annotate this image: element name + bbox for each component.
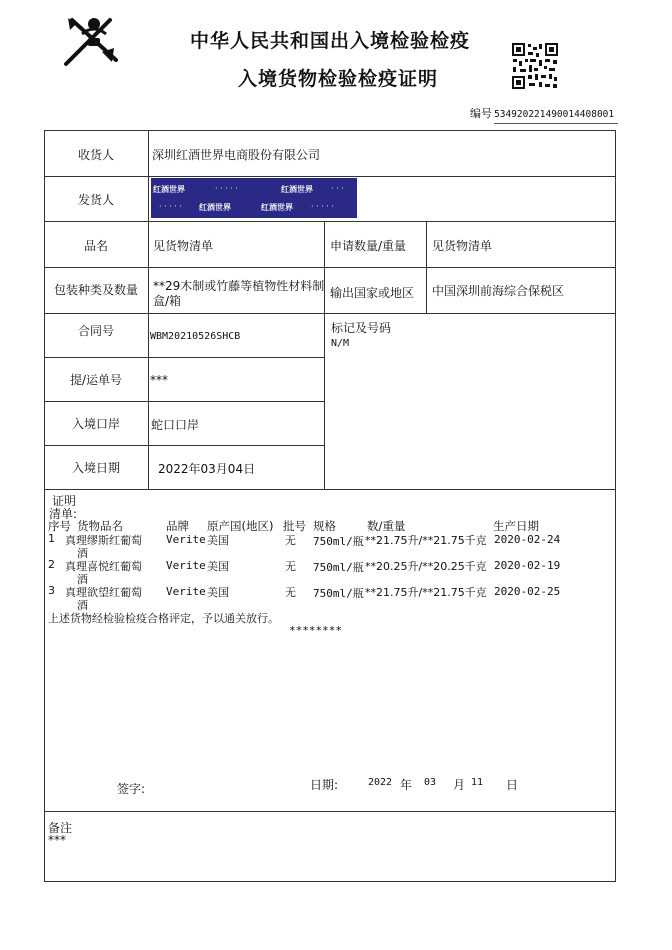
list-item-name: 真理喜悦红葡萄	[65, 560, 142, 573]
column-header-quantity: 数/重量	[367, 519, 406, 533]
list-item-origin: 美国	[207, 560, 229, 573]
contract-label: 合同号	[77, 324, 114, 338]
list-item-no: 1	[48, 532, 55, 545]
certificate-label: 证明	[52, 494, 77, 508]
list-item-date: 2020-02-24	[494, 533, 561, 546]
list-item-brand: Verite	[166, 585, 206, 598]
certificate-number-label: 编号	[470, 107, 492, 120]
document-subtitle: 入境货物检验检疫证明	[238, 68, 439, 90]
list-item-quantity: **21.75升/**21.75千克	[365, 534, 487, 547]
quantity-label: 申请数量/重量	[330, 239, 407, 253]
document-title: 中华人民共和国出入境检验检疫	[190, 30, 471, 52]
consignor-label: 发货人	[77, 193, 114, 207]
divider	[44, 489, 616, 490]
sign-date-day: 11	[471, 777, 484, 788]
certificate-number-value: 534920221490014408001	[494, 109, 615, 120]
contract-value: WBM20210526SHCB	[150, 331, 241, 342]
entry-date-value: 2022年03月04日	[158, 462, 256, 476]
divider	[44, 176, 616, 177]
consignee-label: 收货人	[77, 148, 114, 162]
consignee-value: 深圳红酒世界电商股份有限公司	[152, 148, 321, 162]
entry-port-value: 蛇口口岸	[151, 418, 200, 432]
list-item-name-cont: 酒	[77, 599, 88, 612]
list-item-date: 2020-02-19	[494, 559, 561, 572]
list-item-quantity: **21.75升/**21.75千克	[365, 586, 487, 599]
list-item-quantity: **20.25升/**20.25千克	[365, 560, 487, 573]
divider	[44, 401, 325, 402]
column-header-goods: 货物品名	[77, 519, 123, 533]
column-header-production-date: 生产日期	[493, 519, 539, 533]
certificate-number	[470, 105, 614, 121]
list-item-brand: Verite	[166, 533, 206, 546]
marks-label: 标记及号码	[331, 321, 392, 335]
signature-label: 签字:	[117, 782, 146, 796]
list-item-name-cont: 酒	[77, 573, 88, 586]
package-label: 包装种类及数量	[53, 283, 138, 297]
list-item-brand: Verite	[166, 559, 206, 572]
list-item-spec: 750ml/瓶	[313, 561, 364, 574]
list-item-batch: 无	[285, 586, 296, 599]
emblem-logo	[58, 12, 130, 70]
divider	[44, 445, 325, 446]
certificate-number-underline	[494, 123, 618, 124]
sign-date-month-unit: 月	[453, 778, 466, 792]
package-value-line2: 盒/箱	[153, 294, 182, 308]
consignor-image-text: 红酒世界	[153, 185, 185, 194]
bill-of-lading-label: 提/运单号	[69, 373, 123, 387]
goods-list-label: 清单:	[49, 507, 78, 521]
sign-date-year-unit: 年	[400, 778, 413, 792]
column-header-brand: 品牌	[166, 519, 189, 533]
sign-date-label: 日期:	[310, 778, 339, 792]
divider	[44, 357, 325, 358]
list-item-batch: 无	[285, 534, 296, 547]
divider	[44, 267, 616, 268]
list-item-no: 3	[48, 584, 55, 597]
certificate-conclusion: 上述货物经检验检疫合格评定，予以通关放行。	[48, 612, 279, 625]
list-item-spec: 750ml/瓶	[313, 535, 364, 548]
divider	[324, 221, 325, 489]
list-item-origin: 美国	[207, 534, 229, 547]
divider	[44, 811, 616, 812]
divider	[44, 221, 616, 222]
marks-value: N/M	[331, 338, 350, 349]
list-item-spec: 750ml/瓶	[313, 587, 364, 600]
entry-port-label: 入境口岸	[71, 417, 120, 431]
list-item-origin: 美国	[207, 586, 229, 599]
goods-name-label: 品名	[83, 239, 108, 253]
bill-of-lading-value: ***	[150, 373, 168, 387]
divider	[426, 221, 427, 313]
origin-value: 中国深圳前海综合保税区	[432, 284, 565, 298]
certificate-stars: ********	[289, 624, 342, 637]
divider	[148, 130, 149, 489]
list-item-batch: 无	[285, 560, 296, 573]
list-item-name: 真理欲望红葡萄	[65, 586, 142, 599]
column-header-batch: 批号	[283, 519, 306, 533]
column-header-spec: 规格	[313, 519, 336, 533]
sign-date-month: 03	[424, 777, 437, 788]
sign-date-year: 2022	[368, 777, 393, 788]
remarks-value: ***	[48, 833, 66, 847]
list-item-no: 2	[48, 558, 55, 571]
goods-name-value: 见货物清单	[153, 239, 214, 253]
list-item-name-cont: 酒	[77, 547, 88, 560]
column-header-no: 序号	[48, 519, 71, 533]
entry-date-label: 入境日期	[71, 461, 120, 475]
divider	[44, 313, 616, 314]
origin-label: 输出国家或地区	[330, 286, 415, 300]
list-item-name: 真理缪斯红葡萄	[65, 534, 142, 547]
package-value-line1: **29木制或竹藤等植物性材料制	[153, 279, 325, 293]
list-item-date: 2020-02-25	[494, 585, 561, 598]
sign-date-day-unit: 日	[506, 778, 519, 792]
column-header-origin: 原产国(地区)	[207, 519, 274, 533]
consignor-redacted-image: 红酒世界 · · · · · 红酒世界 · · · · · · · · 红酒世界 红酒世界 · · · · ·	[151, 178, 357, 218]
qr-code-icon	[511, 42, 559, 90]
remarks-label: 备注	[48, 821, 73, 835]
quantity-value: 见货物清单	[432, 239, 493, 253]
